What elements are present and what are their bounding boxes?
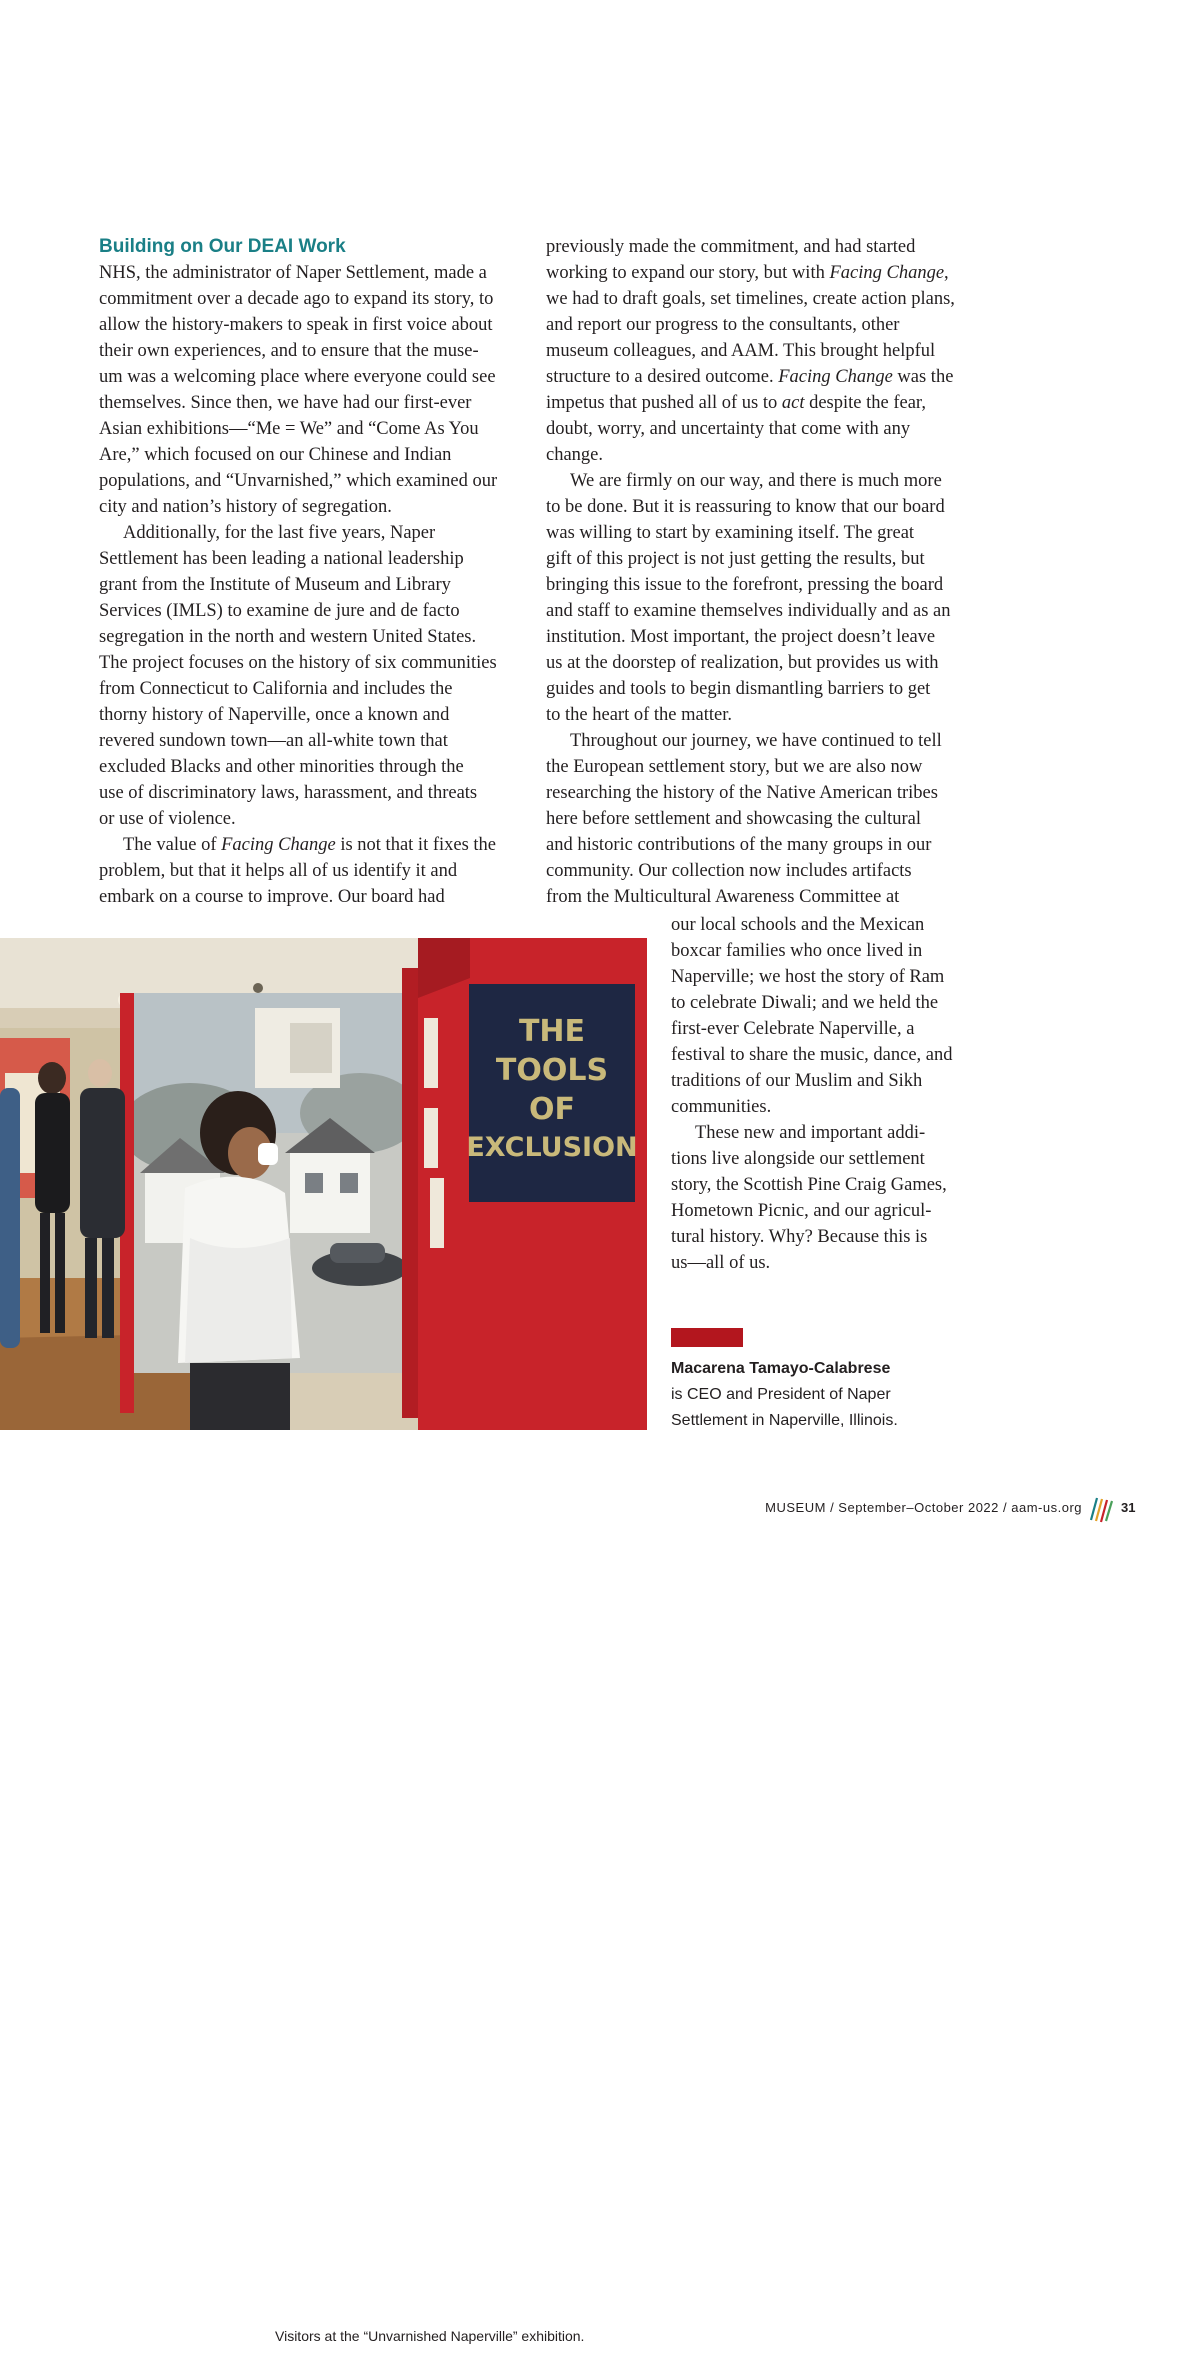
body-line: here before settlement and showcasing the cultural [546, 809, 921, 829]
body-line-text: The value of [123, 835, 222, 855]
body-line: us at the doorstep of realization, but provides us with [546, 653, 939, 673]
exhibition-photo [0, 938, 647, 2344]
body-line: gift of this project is not just getting the results, but [546, 549, 925, 569]
body-line: tions live alongside our settlement [671, 1149, 925, 1169]
body-line: we had to draft goals, set timelines, create action plans, [546, 289, 955, 309]
right-column-body [546, 234, 971, 910]
body-line: thorny history of Naperville, once a known and [99, 705, 450, 725]
body-line: first-ever Celebrate Naperville, a [671, 1019, 915, 1039]
body-line [99, 832, 524, 858]
body-line-text: , [944, 263, 949, 283]
body-line: problem, but that it helps all of us identify it and [99, 861, 458, 881]
sign-line-4: EXCLUSION [466, 1132, 638, 1163]
sign-line-1: THE [518, 1014, 586, 1049]
body-line: Throughout our journey, we have continued to tell [570, 731, 942, 751]
body-line: populations, and “Unvarnished,” which examined our [99, 471, 498, 491]
body-line: commitment over a decade ago to expand its story, to [99, 289, 494, 309]
photo-caption-box [261, 2319, 620, 2368]
body-line: Settlement has been leading a national leadership [99, 549, 464, 569]
body-line: use of discriminatory laws, harassment, and threats [99, 783, 478, 803]
body-line: their own experiences, and to ensure that the muse- [99, 341, 479, 361]
body-line-text: was the [892, 367, 954, 387]
emphasized-title: act [781, 393, 805, 413]
body-line: change. [546, 445, 604, 465]
footer-separator-2: / [998, 1500, 1012, 1515]
sign-line-3: OF [529, 1092, 575, 1127]
body-line: museum colleagues, and AAM. This brought helpful [546, 341, 936, 361]
footer-separator-1: / [825, 1500, 839, 1515]
body-line: segregation in the north and western United States. [99, 627, 477, 647]
emphasized-title: Facing Change [778, 367, 893, 387]
body-line: tural history. Why? Because this is [671, 1227, 928, 1247]
body-line: from the Multicultural Awareness Committee at [546, 887, 900, 907]
author-bio [671, 1356, 971, 1434]
right-column [546, 234, 971, 910]
body-line: communities. [671, 1097, 772, 1117]
body-line: boxcar families who once lived in [671, 941, 923, 961]
body-line: from Connecticut to California and includes the [99, 679, 453, 699]
aam-logo-icon [1088, 1494, 1114, 1524]
body-line: researching the history of the Native American tribes [546, 783, 938, 803]
page-number: 31 [1121, 1500, 1136, 1515]
body-line [546, 260, 971, 286]
sign-line-2: TOOLS [495, 1053, 609, 1088]
left-column [99, 234, 524, 910]
body-line: traditions of our Muslim and Sikh [671, 1071, 923, 1091]
body-line: was willing to start by examining itself. The great [546, 523, 915, 543]
body-line: embark on a course to improve. Our board had [99, 887, 445, 907]
body-line: Services (IMLS) to examine de jure and de facto [99, 601, 460, 621]
right-narrow-column-body [671, 912, 971, 1276]
body-line: and historic contributions of the many groups in our [546, 835, 932, 855]
exhibition-photo-illustration [0, 938, 647, 1430]
body-line: and staff to examine themselves individually and as an [546, 601, 951, 621]
body-line [546, 390, 971, 416]
author-bio-line-2: Settlement in Naperville, Illinois. [671, 1412, 898, 1429]
body-line: allow the history-makers to speak in first voice about [99, 315, 493, 335]
author-bio-line-1: is CEO and President of Naper [671, 1386, 891, 1403]
body-line: to celebrate Diwali; and we held the [671, 993, 939, 1013]
body-line: bringing this issue to the forefront, pressing the board [546, 575, 944, 595]
body-line: Hometown Picnic, and our agricul- [671, 1201, 932, 1221]
body-line: institution. Most important, the project doesn’t leave [546, 627, 936, 647]
body-line: doubt, worry, and uncertainty that come with any [546, 419, 911, 439]
body-line: Additionally, for the last five years, Naper [123, 523, 436, 543]
left-column-body [99, 260, 524, 910]
body-line: guides and tools to begin dismantling barriers to get [546, 679, 931, 699]
body-line: Asian exhibitions—“Me = We” and “Come As You [99, 419, 479, 439]
body-line: or use of violence. [99, 809, 236, 829]
body-line: grant from the Institute of Museum and Library [99, 575, 451, 595]
body-line: Naperville; we host the story of Ram [671, 967, 945, 987]
section-heading: Building on Our DEAI Work [99, 236, 346, 257]
body-line: community. Our collection now includes artifacts [546, 861, 912, 881]
body-line [546, 364, 971, 390]
body-line: story, the Scottish Pine Craig Games, [671, 1175, 947, 1195]
body-line: themselves. Since then, we have had our first-ever [99, 393, 472, 413]
body-line: excluded Blacks and other minorities through the [99, 757, 464, 777]
body-line: city and nation’s history of segregation. [99, 497, 392, 517]
body-line-text: despite the fear, [804, 393, 926, 413]
body-line-text: impetus that pushed all of us to [546, 393, 782, 413]
footer-issue: September–October 2022 [838, 1500, 999, 1515]
author-name: Macarena Tamayo-Calabrese [671, 1360, 891, 1377]
body-line: These new and important addi- [695, 1123, 926, 1143]
right-narrow-column [671, 912, 971, 1276]
footer-site[interactable]: aam-us.org [1011, 1500, 1082, 1515]
page-footer [765, 1500, 1082, 1515]
body-line: our local schools and the Mexican [671, 915, 925, 935]
body-line: Are,” which focused on our Chinese and Indian [99, 445, 452, 465]
photo-caption: Visitors at the “Unvarnished Naperville” exhibition. [275, 2328, 585, 2344]
body-line: to be done. But it is reassuring to know that our board [546, 497, 945, 517]
body-line: um was a welcoming place where everyone could see [99, 367, 496, 387]
body-line: We are firmly on our way, and there is much more [570, 471, 942, 491]
footer-publication: MUSEUM [765, 1500, 826, 1515]
body-line: The project focuses on the history of six communities [99, 653, 497, 673]
body-line: revered sundown town—an all-white town that [99, 731, 448, 751]
body-line: festival to share the music, dance, and [671, 1045, 953, 1065]
body-line: and report our progress to the consultants, other [546, 315, 900, 335]
body-line: the European settlement story, but we are also now [546, 757, 923, 777]
body-line: NHS, the administrator of Naper Settlement, made a [99, 263, 487, 283]
body-line-text: structure to a desired outcome. [546, 367, 779, 387]
body-line: to the heart of the matter. [546, 705, 732, 725]
body-line-text: working to expand our story, but with [546, 263, 830, 283]
body-line-text: is not that it fixes the [335, 835, 497, 855]
emphasized-title: Facing Change [221, 835, 336, 855]
body-line: previously made the commitment, and had started [546, 237, 916, 257]
body-line: us—all of us. [671, 1253, 771, 1273]
author-accent-bar [671, 1328, 743, 1347]
emphasized-title: Facing Change [829, 263, 945, 283]
